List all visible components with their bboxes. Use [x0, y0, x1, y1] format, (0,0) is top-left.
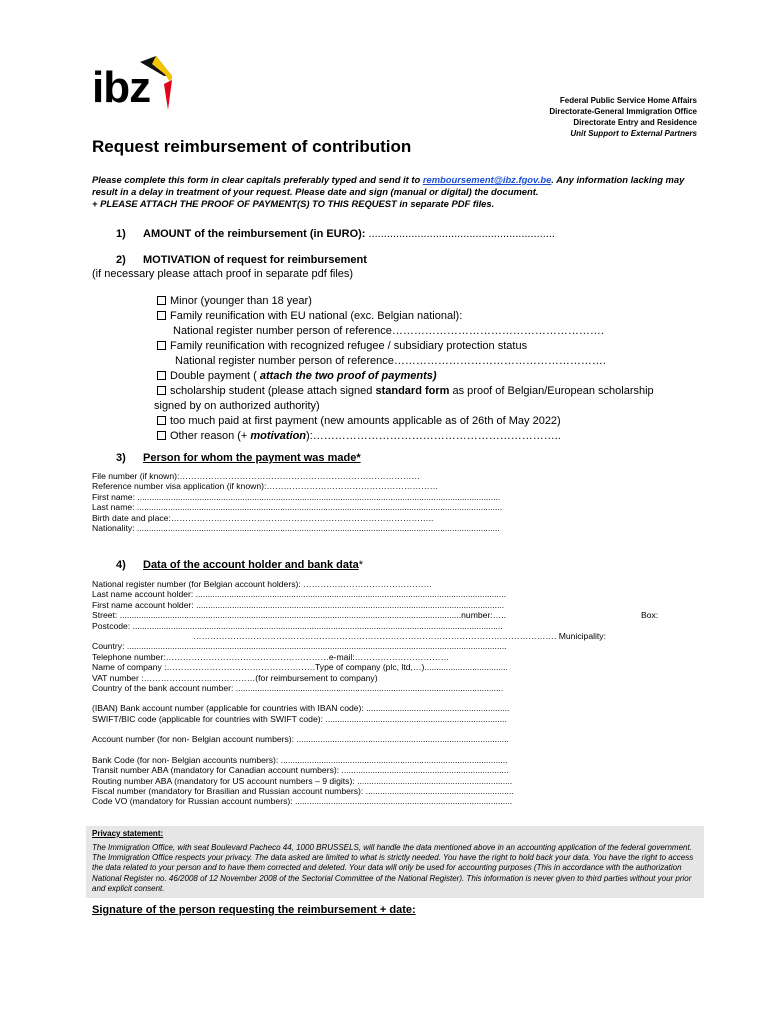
agency-line: Directorate Entry and Residence — [573, 118, 697, 127]
page-title: Request reimbursement of contribution — [92, 137, 412, 156]
agency-block — [549, 95, 697, 139]
bank-fields — [92, 579, 606, 807]
country-field[interactable]: Country: ............................................................................................................................................................... — [92, 641, 507, 652]
section-label: MOTIVATION of request for reimbursement — [143, 254, 367, 266]
option-other[interactable]: Other reason (+ motivation):………………………………………………………….. — [157, 429, 717, 444]
visa-reference-field[interactable]: Reference number visa application (if known):…………………………………………………… — [92, 481, 439, 492]
signature-label: Signature of the person requesting the reimbursement + date: — [92, 904, 416, 916]
person-fields — [92, 471, 606, 533]
municipality-field[interactable]: ………………………………………………………………………………………………………………. Municipality: — [193, 631, 606, 642]
checkbox[interactable] — [157, 386, 166, 395]
birth-field[interactable]: Birth date and place:……………………………………………………………………………….. — [92, 512, 434, 523]
agency-line: Unit Support to External Partners — [570, 129, 697, 138]
section-number: 2) — [116, 254, 126, 266]
section-1 — [116, 228, 555, 240]
street-field[interactable]: Street: ...............................................................................................................................................number:….. — [92, 610, 507, 621]
checkbox[interactable] — [157, 311, 166, 320]
option-eu-family[interactable]: Family reunification with EU national (exc. Belgian national): — [157, 309, 717, 324]
first-name-field[interactable]: First name: ........................................................................................................................................................ — [92, 491, 501, 502]
holder-last-name-field[interactable]: Last name account holder: .................................................................................................................................. — [92, 589, 507, 600]
postcode-field[interactable]: Postcode: ........................................................................................................................................................... — [92, 620, 503, 631]
checkbox[interactable] — [157, 341, 166, 350]
option-minor[interactable]: Minor (younger than 18 year) — [157, 294, 717, 309]
last-name-field[interactable]: Last name: ......................................................................................................................................................... — [92, 502, 503, 513]
email-link[interactable]: remboursement@ibz.fgov.be — [422, 174, 552, 185]
intro-part: . Any information lacking may result in a delay in treatment of your request. Please date and sign (manual or digital) the document. — [92, 174, 685, 197]
refugee-reference-field[interactable]: National register number person of reference…………………………………………………. — [175, 355, 606, 367]
checkbox[interactable] — [157, 416, 166, 425]
option-scholarship[interactable]: scholarship student (please attach signed standard form as proof of Belgian/European scholarship — [157, 384, 717, 399]
ibz-logo-text: ibz — [92, 63, 151, 112]
vat-field[interactable]: VAT number :…………………………………(for reimbursement to company) — [92, 672, 378, 683]
bank-code-field[interactable]: Bank Code (for non- Belgian accounts numbers): ............................................................................................... — [92, 754, 508, 765]
section-number: 4) — [116, 559, 126, 571]
privacy-statement — [86, 826, 704, 898]
checkbox[interactable] — [157, 371, 166, 380]
amount-field[interactable]: ............................................................. — [365, 228, 555, 240]
company-field[interactable]: Name of company :…………………………………………….Type of company (plc, ltd,…)................................... — [92, 662, 508, 673]
privacy-text: The Immigration Office, with seat Boulevard Pacheco 44, 1000 BRUSSELS, will handle the data mentioned above in an accounting application of the federal government. The Immigration Office respects your privacy. The data asked are limited to what is strictly needed. You have the right to hold back your data. You have the right to access the data related to your person and to have them corrected and deleted. Your data will only be used for accounting purposes (This in accordance with the authorization National Register no. 46/2008 of 12 November 2008 of the Sectorial Committee of the National Register). This information is never given to third parties without your prior and explicit consent. — [92, 843, 694, 893]
swift-field[interactable]: SWIFT/BIC code (applicable for countries with SWIFT code): ............................................................................ — [92, 713, 507, 724]
intro-text — [92, 174, 702, 210]
motivation-note: (if necessary please attach proof in separate pdf files) — [92, 268, 354, 280]
section-3 — [116, 452, 361, 464]
holder-first-name-field[interactable]: First name account holder: ................................................................................................................................. — [92, 599, 505, 610]
section-label: Data of the account holder and bank data — [143, 559, 359, 571]
iban-field[interactable]: (IBAN) Bank account number (applicable for countries with IBAN code): ............................................................ — [92, 703, 510, 714]
eu-reference-field[interactable]: National register number person of reference…………………………………………………. — [173, 325, 604, 337]
section-number: 1) — [116, 228, 126, 240]
file-number-field[interactable]: File number (if known):………………………………………………………………………… — [92, 471, 421, 481]
fiscal-number-field[interactable]: Fiscal number (mandatory for Brasilian and Russian account numbers): .............................................................. — [92, 785, 514, 796]
section-label: Person for whom the payment was made* — [143, 452, 361, 464]
routing-number-field[interactable]: Routing number ABA (mandatory for US account numbers – 9 digits): ................................................................. — [92, 775, 513, 786]
transit-number-field[interactable]: Transit number ABA (mandatory for Canadian account numbers): ...................................................................... — [92, 765, 509, 776]
national-register-field[interactable]: National register number (for Belgian account holders): ……………………………………… — [92, 579, 433, 589]
bank-country-field[interactable]: Country of the bank account number: ................................................................................................................ — [92, 683, 504, 694]
agency-line: Federal Public Service Home Affairs — [559, 96, 697, 105]
logo-red-wedge — [164, 80, 172, 110]
scholarship-note: signed by on authorized authority) — [154, 400, 320, 412]
box-label: Box: — [641, 610, 659, 620]
asterisk: * — [358, 559, 364, 571]
code-vo-field[interactable]: Code VO (mandatory for Russian account numbers): ........................................................................................... — [92, 796, 513, 807]
section-2 — [116, 254, 367, 266]
telephone-email-field[interactable]: Telephone number:…………………………………………………e-mail:…………………………… — [92, 651, 450, 662]
checkbox[interactable] — [157, 431, 166, 440]
section-4 — [116, 559, 363, 571]
motivation-options — [154, 294, 717, 444]
agency-line: Directorate-General Immigration Office — [549, 107, 697, 116]
section-number: 3) — [116, 452, 126, 464]
account-number-field[interactable]: Account number (for non- Belgian account numbers): ......................................................................................... — [92, 734, 509, 745]
option-overpaid[interactable]: too much paid at first payment (new amounts applicable as of 26th of May 2022) — [157, 414, 717, 429]
option-double-payment[interactable]: Double payment ( attach the two proof of payments) — [157, 369, 717, 384]
checkbox[interactable] — [157, 296, 166, 305]
option-refugee-family[interactable]: Family reunification with recognized refugee / subsidiary protection status — [157, 339, 717, 354]
section-label: AMOUNT of the reimbursement (in EURO): — [143, 228, 366, 240]
intro-attach-note: + PLEASE ATTACH THE PROOF OF PAYMENT(S) TO THIS REQUEST in separate PDF files. — [92, 198, 495, 209]
ibz-logo-flag — [126, 54, 174, 114]
intro-part: Please complete this form in clear capitals preferably typed and send it to — [92, 174, 423, 185]
privacy-heading: Privacy statement: — [92, 829, 164, 838]
nationality-field[interactable]: Nationality: ........................................................................................................................................................ — [92, 523, 500, 534]
